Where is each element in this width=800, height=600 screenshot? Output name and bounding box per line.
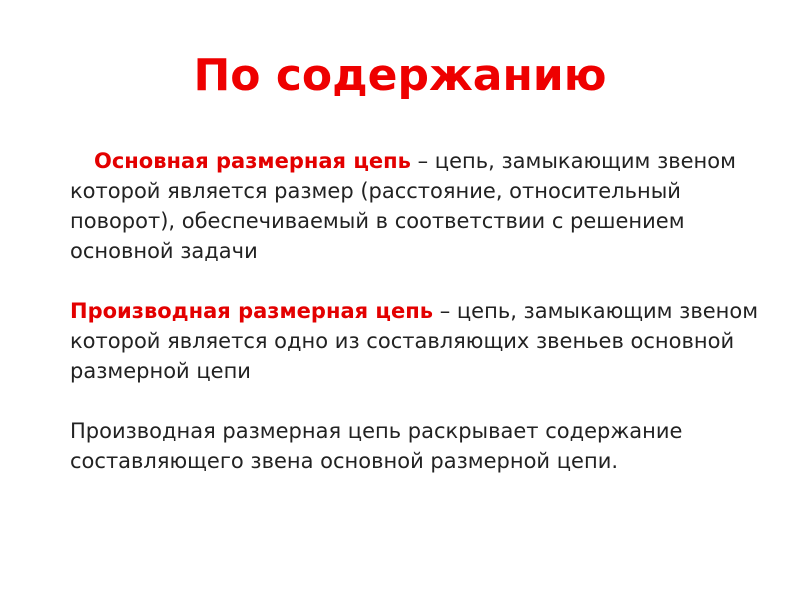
paragraph-gap: [70, 266, 760, 296]
definition-main-chain-text: – цепь, замыкающим звеном которой является размер (расстояние, относительный поворот), обеспечиваемый в соответствии с решением основной задачи: [70, 149, 736, 263]
term-main-chain: Основная размерная цепь: [94, 149, 411, 173]
term-derived-chain: Производная размерная цепь: [70, 299, 434, 323]
definition-derived-chain-text: – цепь, замыкающим звеном которой является одно из составляющих звеньев основной размерной цепи: [70, 299, 759, 383]
definition-main-chain: [70, 146, 760, 266]
definition-derived-chain: [70, 296, 760, 386]
derived-chain-note: Производная размерная цепь раскрывает содержание составляющего звена основной размерной цепи.: [70, 419, 683, 473]
slide-title: По содержанию: [193, 50, 607, 101]
paragraph-gap: [70, 386, 760, 416]
slide-body: [70, 146, 760, 476]
